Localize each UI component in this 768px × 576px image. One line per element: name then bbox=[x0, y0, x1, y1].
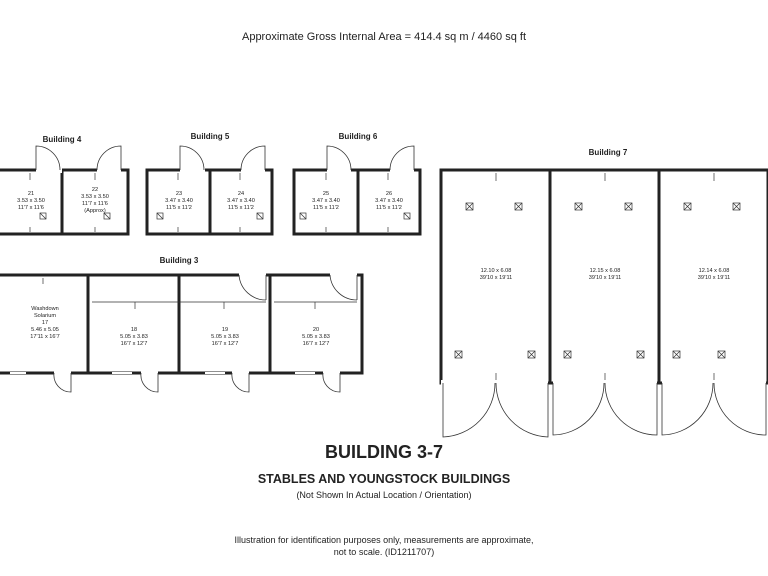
room-18-label: 18 5.05 x 3.83 16'7 x 12'7 bbox=[120, 327, 148, 347]
building-7-bay-3-label: 12.14 x 6.08 39'10 x 19'11 bbox=[697, 268, 731, 281]
door-swing-19-top bbox=[239, 275, 266, 300]
building-3-label: Building 3 bbox=[159, 256, 199, 265]
door-swing-b7a bbox=[443, 383, 548, 437]
orientation-note: (Not Shown In Actual Location / Orientation) bbox=[296, 490, 472, 500]
door-swing-17 bbox=[54, 373, 71, 392]
building-6-label: Building 6 bbox=[338, 132, 378, 141]
door-swing-22 bbox=[97, 146, 121, 170]
disclaimer-line-1: Illustration for identification purposes only, measurements are approximate, bbox=[234, 535, 534, 545]
gross-internal-area: Approximate Gross Internal Area = 414.4 sq m / 4460 sq ft bbox=[241, 31, 526, 43]
room-25-label: 25 3.47 x 3.40 11'5 x 11'2 bbox=[312, 191, 340, 211]
disclaimer bbox=[0, 534, 768, 558]
door-swing-18 bbox=[141, 373, 158, 392]
room-22-label: 22 3.53 x 3.50 11'7 x 11'6 (Approx) bbox=[81, 187, 109, 214]
door-swing-24 bbox=[241, 146, 265, 170]
building-5-label: Building 5 bbox=[190, 132, 230, 141]
door-swing-23 bbox=[180, 146, 204, 170]
room-21-label: 21 3.53 x 3.50 11'7 x 11'6 bbox=[17, 191, 45, 211]
room-19-label: 19 5.05 x 3.83 16'7 x 12'7 bbox=[211, 327, 239, 347]
plan-title: BUILDING 3-7 bbox=[324, 442, 443, 462]
room-26-label: 26 3.47 x 3.40 11'5 x 11'2 bbox=[375, 191, 403, 211]
building-7-bay-1-label: 12.10 x 6.08 39'10 x 19'11 bbox=[479, 268, 513, 281]
plan-subtitle: STABLES AND YOUNGSTOCK BUILDINGS bbox=[257, 472, 511, 486]
door-swing-b7c bbox=[662, 383, 766, 435]
door-swing-21 bbox=[36, 146, 60, 170]
door-swing-19 bbox=[232, 373, 249, 392]
door-swing-b7b bbox=[553, 383, 657, 435]
disclaimer-line-2: not to scale. (ID1211707) bbox=[333, 547, 435, 557]
door-swing-25 bbox=[327, 146, 351, 170]
room-20-label: 20 5.05 x 3.83 16'7 x 12'7 bbox=[302, 327, 330, 347]
door-swing-20-top bbox=[330, 275, 357, 300]
room-17-label: Washdown Solarium 17 5.46 x 5.05 17'11 x 16'7 bbox=[30, 306, 60, 340]
room-24-label: 24 3.47 x 3.40 11'5 x 11'2 bbox=[227, 191, 255, 211]
door-swing-20 bbox=[323, 373, 340, 392]
door-swing-26 bbox=[390, 146, 414, 170]
building-4-label: Building 4 bbox=[42, 135, 82, 144]
room-23-label: 23 3.47 x 3.40 11'5 x 11'2 bbox=[165, 191, 193, 211]
building-7-bay-2-label: 12.15 x 6.08 39'10 x 19'11 bbox=[588, 268, 622, 281]
building-7-label: Building 7 bbox=[588, 148, 628, 157]
